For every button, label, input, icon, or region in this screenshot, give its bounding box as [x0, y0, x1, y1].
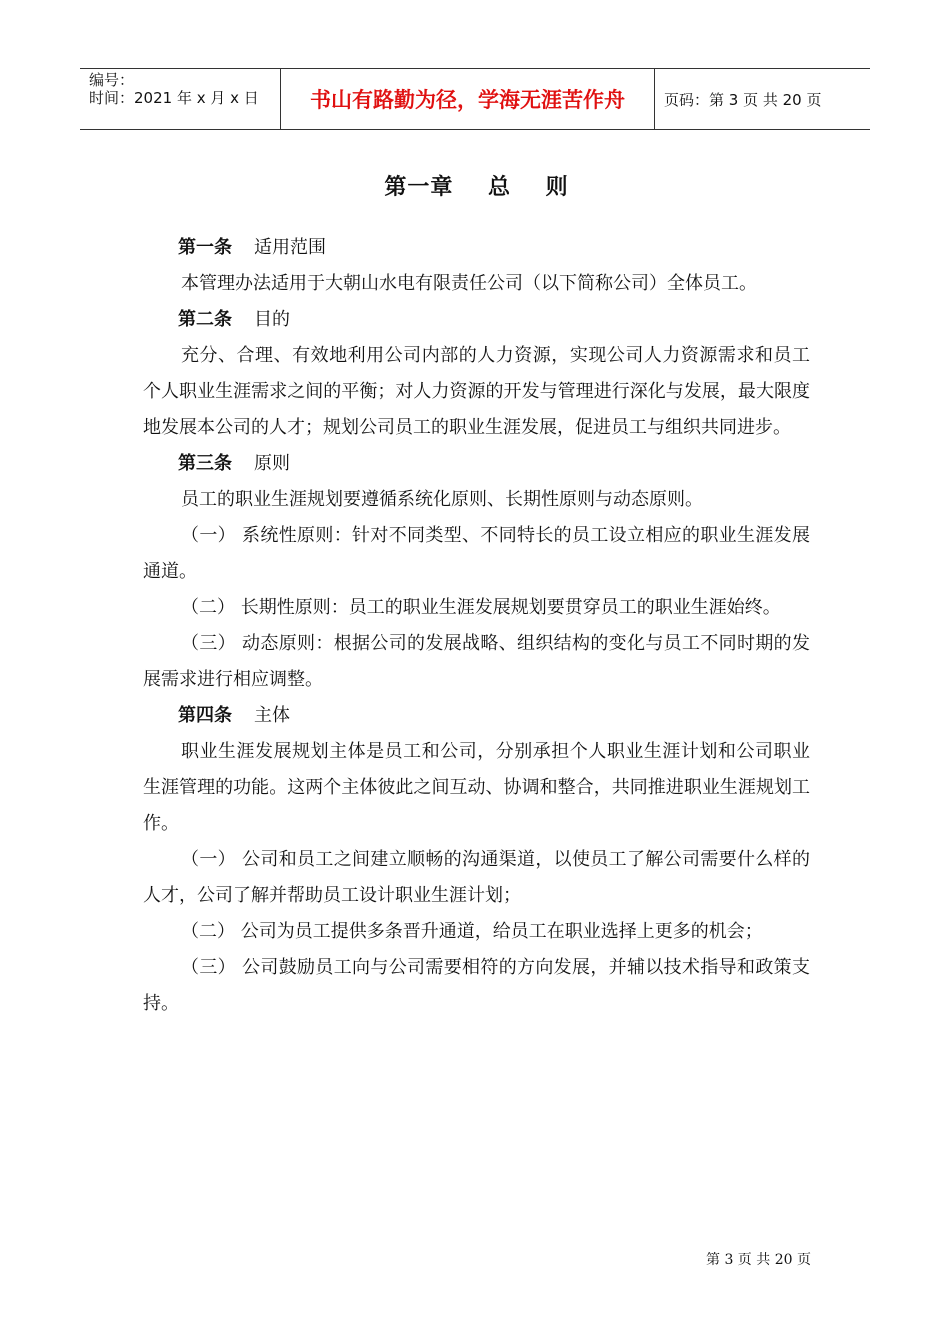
article-heading [143, 698, 810, 734]
article-number: 第二条 [178, 309, 232, 330]
page-footer: 第 3 页 共 20 页 [706, 1252, 811, 1268]
article-paragraph: （一） 公司和员工之间建立顺畅的沟通渠道，以使员工了解公司需要什么样的人才，公司了解并帮助员工设计职业生涯计划； [143, 849, 810, 906]
article-number: 第一条 [178, 237, 232, 258]
article-heading [143, 446, 810, 482]
header-motto: 书山有路勤为径，学海无涯苦作舟 [281, 69, 655, 129]
article-heading [143, 302, 810, 338]
article-number: 第三条 [178, 453, 232, 474]
article-title: 目的 [254, 309, 290, 330]
article-title: 原则 [254, 453, 290, 474]
time-label: 时间：2021 年 x 月 x 日 [89, 89, 259, 107]
chapter-title: 第一章 总 则 [384, 175, 569, 200]
article-paragraph: （二） 长期性原则：员工的职业生涯发展规划要贯穿员工的职业生涯始终。 [181, 597, 781, 618]
article-paragraph: （一） 系统性原则：针对不同类型、不同特长的员工设立相应的职业生涯发展通道。 [143, 525, 810, 582]
article-paragraph: （三） 公司鼓励员工向与公司需要相符的方向发展，并辅以技术指导和政策支持。 [143, 957, 810, 1014]
page-header [80, 68, 870, 130]
serial-number-label: 编号： [89, 71, 135, 89]
document-body [143, 170, 810, 1022]
article-title: 适用范围 [254, 237, 326, 258]
header-info-cell [80, 69, 281, 129]
article-paragraph: 员工的职业生涯规划要遵循系统化原则、长期性原则与动态原则。 [181, 489, 703, 510]
articles-list [143, 230, 810, 1022]
article-paragraph: （二） 公司为员工提供多条晋升通道，给员工在职业选择上更多的机会； [181, 921, 763, 942]
header-page-label: 页码：第 3 页 共 20 页 [664, 90, 822, 109]
article-number: 第四条 [178, 705, 232, 726]
article-heading [143, 230, 810, 266]
article-paragraph: 本管理办法适用于大朝山水电有限责任公司（以下简称公司）全体员工。 [181, 273, 757, 294]
article-paragraph: 充分、合理、有效地利用公司内部的人力资源，实现公司人力资源需求和员工个人职业生涯需求之间的平衡；对人力资源的开发与管理进行深化与发展，最大限度地发展本公司的人才；规划公司员工的职业生涯发展，促进员工与组织共同进步。 [143, 345, 810, 438]
article-paragraph: （三） 动态原则：根据公司的发展战略、组织结构的变化与员工不同时期的发展需求进行相应调整。 [143, 633, 810, 690]
article-title: 主体 [254, 705, 290, 726]
article-paragraph: 职业生涯发展规划主体是员工和公司，分别承担个人职业生涯计划和公司职业生涯管理的功能。这两个主体彼此之间互动、协调和整合，共同推进职业生涯规划工作。 [143, 741, 810, 834]
